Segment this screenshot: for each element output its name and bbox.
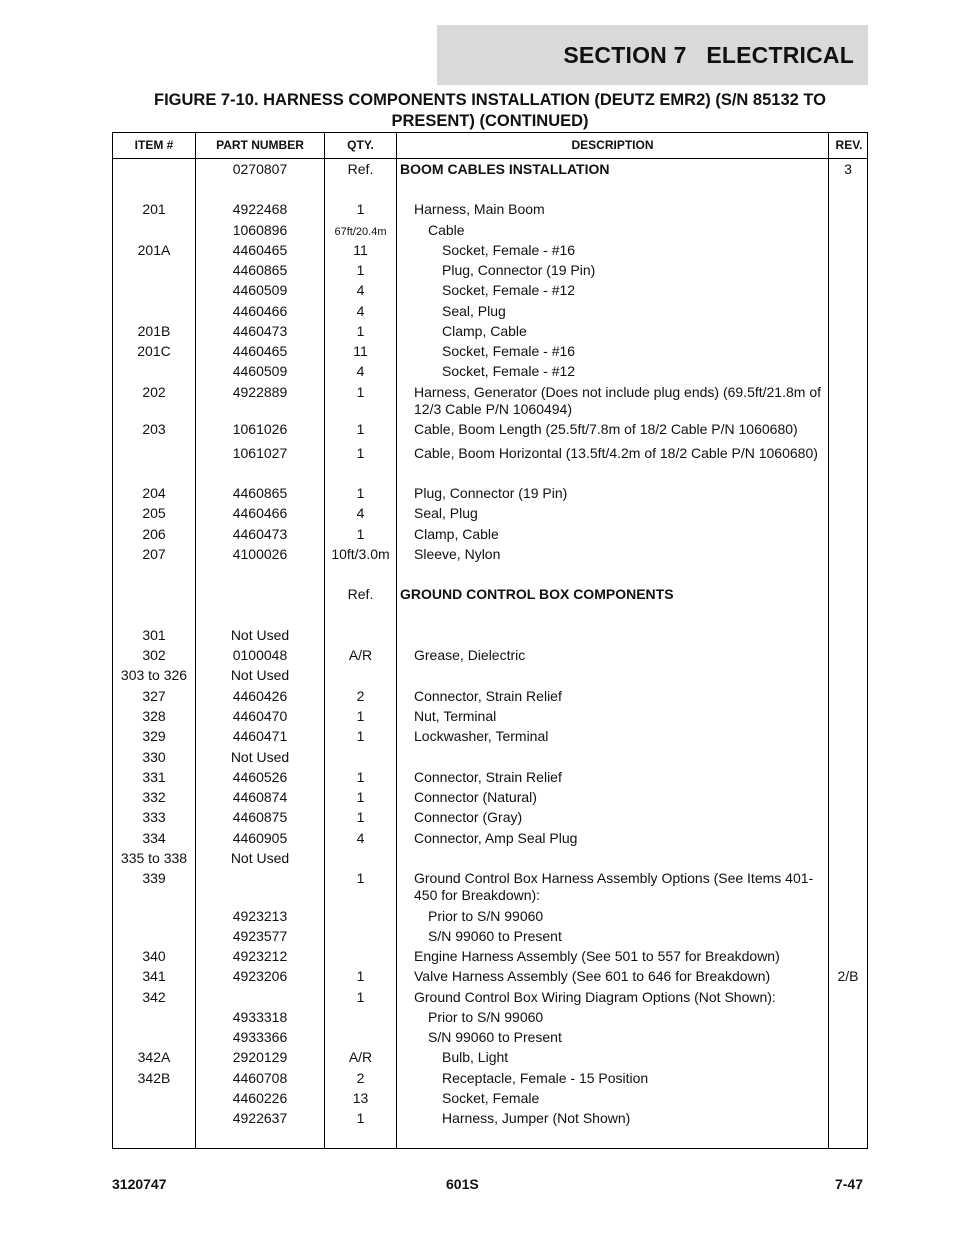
figure-title: FIGURE 7-10. HARNESS COMPONENTS INSTALLATION (DEUTZ EMR2) (S/N 85132 TO PRESENT) (CONTINUED)	[154, 91, 826, 130]
description-cell: Clamp, Cable	[442, 323, 527, 339]
description-cell: Plug, Connector (19 Pin)	[442, 262, 596, 278]
item-cell: 301	[142, 627, 166, 643]
item-cell: 206	[142, 526, 166, 542]
part-number-cell: 4460471	[232, 728, 288, 744]
part-number-cell: 4460905	[232, 830, 288, 846]
item-cell: 328	[142, 708, 166, 724]
item-cell: 334	[142, 830, 166, 846]
part-number-cell: 0100048	[232, 647, 288, 663]
rev-cell: 2/B	[837, 968, 859, 984]
qty-cell: 1	[356, 1110, 365, 1126]
description-cell: Socket, Female - #12	[442, 282, 576, 298]
description-cell: Harness, Generator (Does not include plug ends) (69.5ft/21.8m of 12/3 Cable P/N 1060494)	[414, 384, 821, 417]
description-cell: Connector (Gray)	[414, 809, 523, 825]
qty-cell: 67ft/20.4m	[334, 226, 387, 238]
description-cell: Ground Control Box Wiring Diagram Options (Not Shown):	[414, 989, 776, 1005]
column-divider	[828, 133, 829, 1148]
item-cell: 205	[142, 505, 166, 521]
header-qty: QTY.	[347, 138, 374, 152]
item-cell: 201C	[137, 343, 171, 359]
part-number-cell: 4933318	[232, 1009, 288, 1025]
part-number-cell: 4922468	[232, 201, 288, 217]
item-cell: 303 to 326	[120, 667, 188, 683]
description-cell: Cable, Boom Length (25.5ft/7.8m of 18/2 Cable P/N 1060680)	[414, 421, 798, 437]
part-number-cell: 4460874	[232, 789, 288, 805]
qty-cell: 11	[353, 343, 368, 359]
qty-cell: 1	[356, 201, 365, 217]
description-cell: GROUND CONTROL BOX COMPONENTS	[400, 586, 674, 602]
header-part-number: PART NUMBER	[216, 138, 304, 152]
description-cell: Connector, Strain Relief	[414, 688, 562, 704]
item-cell: 342A	[137, 1049, 171, 1065]
item-cell: 302	[142, 647, 166, 663]
item-cell: 342B	[137, 1070, 171, 1086]
part-number-cell: 4460426	[232, 688, 288, 704]
part-number-cell: 4923577	[232, 928, 288, 944]
item-cell: 207	[142, 546, 166, 562]
description-cell: Cable, Boom Horizontal (13.5ft/4.2m of 18/2 Cable P/N 1060680)	[414, 445, 818, 461]
qty-cell: 1	[356, 485, 365, 501]
qty-cell: 4	[356, 363, 365, 379]
part-number-cell: Not Used	[230, 627, 290, 643]
qty-cell: 1	[356, 769, 365, 785]
part-number-cell: 4460708	[232, 1070, 288, 1086]
part-number-cell: Not Used	[230, 749, 290, 765]
part-number-cell: 4460465	[232, 343, 288, 359]
qty-cell: 2	[356, 688, 365, 704]
qty-cell: 1	[356, 708, 365, 724]
item-cell: 332	[142, 789, 166, 805]
part-number-cell: 1060896	[232, 222, 288, 238]
item-cell: 204	[142, 485, 166, 501]
qty-cell: 11	[353, 242, 368, 258]
part-number-cell: 4922889	[232, 384, 288, 400]
item-cell: 335 to 338	[120, 850, 188, 866]
part-number-cell: 4923212	[232, 948, 288, 964]
part-number-cell: 4460865	[232, 262, 288, 278]
description-cell: Harness, Jumper (Not Shown)	[442, 1110, 631, 1126]
header-divider	[113, 158, 867, 159]
description-cell: Bulb, Light	[442, 1049, 509, 1065]
part-number-cell: 4460465	[232, 242, 288, 258]
qty-cell: Ref.	[347, 161, 374, 177]
qty-cell: 1	[356, 789, 365, 805]
description-cell: BOOM CABLES INSTALLATION	[400, 161, 610, 177]
description-cell: Socket, Female	[442, 1090, 540, 1106]
item-cell: 327	[142, 688, 166, 704]
description-cell: Socket, Female - #16	[442, 343, 576, 359]
qty-cell: 1	[356, 421, 365, 437]
item-cell: 339	[142, 870, 166, 886]
qty-cell: 1	[356, 728, 365, 744]
qty-cell: 2	[356, 1070, 365, 1086]
part-number-cell: 4460865	[232, 485, 288, 501]
qty-cell: 4	[356, 282, 365, 298]
part-number-cell: 4460473	[232, 526, 288, 542]
item-cell: 203	[142, 421, 166, 437]
description-cell: S/N 99060 to Present	[428, 928, 562, 944]
qty-cell: 10ft/3.0m	[331, 546, 390, 562]
item-cell: 333	[142, 809, 166, 825]
part-number-cell: 4460526	[232, 769, 288, 785]
description-cell: Sleeve, Nylon	[414, 546, 501, 562]
item-cell: 340	[142, 948, 166, 964]
footer-page-number: 7-47	[834, 1176, 863, 1192]
description-cell: Prior to S/N 99060	[428, 1009, 544, 1025]
part-number-cell: 4933366	[232, 1029, 288, 1045]
qty-cell: 13	[352, 1090, 369, 1106]
part-number-cell: 4460470	[232, 708, 288, 724]
description-cell: Nut, Terminal	[414, 708, 497, 724]
description-cell: S/N 99060 to Present	[428, 1029, 562, 1045]
qty-cell: 4	[356, 303, 365, 319]
part-number-cell: 4460466	[232, 505, 288, 521]
part-number-cell: 1061026	[232, 421, 288, 437]
header-description: DESCRIPTION	[571, 138, 654, 152]
item-cell: 202	[142, 384, 166, 400]
part-number-cell: 4922637	[232, 1110, 288, 1126]
rev-cell: 3	[844, 161, 852, 177]
part-number-cell: Not Used	[230, 667, 290, 683]
part-number-cell: 2920129	[232, 1049, 288, 1065]
item-cell: 201B	[137, 323, 171, 339]
part-number-cell: 4460226	[232, 1090, 288, 1106]
description-cell: Ground Control Box Harness Assembly Options (See Items 401-450 for Breakdown):	[414, 870, 814, 903]
description-cell: Engine Harness Assembly (See 501 to 557 for Breakdown)	[414, 948, 780, 964]
description-cell: Cable	[428, 222, 465, 238]
item-cell: 330	[142, 749, 166, 765]
qty-cell: 1	[356, 323, 365, 339]
item-cell: 201A	[137, 242, 171, 258]
item-cell: 341	[142, 968, 166, 984]
description-cell: Plug, Connector (19 Pin)	[414, 485, 568, 501]
section-title: SECTION 7 ELECTRICAL	[563, 42, 854, 68]
qty-cell: 1	[356, 989, 365, 1005]
item-cell: 329	[142, 728, 166, 744]
description-cell: Valve Harness Assembly (See 601 to 646 for Breakdown)	[414, 968, 771, 984]
description-cell: Receptacle, Female - 15 Position	[442, 1070, 649, 1086]
qty-cell: 4	[356, 830, 365, 846]
part-number-cell: 1061027	[232, 445, 288, 461]
part-number-cell: 4460875	[232, 809, 288, 825]
description-cell: Seal, Plug	[414, 505, 478, 521]
qty-cell: 1	[356, 809, 365, 825]
description-cell: Prior to S/N 99060	[428, 908, 544, 924]
parts-table	[112, 132, 868, 1149]
qty-cell: 1	[356, 870, 365, 886]
section-header	[437, 25, 868, 85]
part-number-cell: 0270807	[232, 161, 288, 177]
part-number-cell: 4460473	[232, 323, 288, 339]
qty-cell: 1	[356, 968, 365, 984]
qty-cell: A/R	[348, 1049, 373, 1065]
part-number-cell: 4460466	[232, 303, 288, 319]
item-cell: 331	[142, 769, 166, 785]
part-number-cell: 4100026	[232, 546, 288, 562]
description-cell: Connector (Natural)	[414, 789, 537, 805]
qty-cell: 1	[356, 526, 365, 542]
part-number-cell: 4923206	[232, 968, 288, 984]
part-number-cell: 4923213	[232, 908, 288, 924]
description-cell: Socket, Female - #16	[442, 242, 576, 258]
header-rev: REV.	[835, 138, 863, 152]
qty-cell: 1	[356, 384, 365, 400]
item-cell: 342	[142, 989, 166, 1005]
qty-cell: A/R	[348, 647, 373, 663]
part-number-cell: Not Used	[230, 850, 290, 866]
footer-doc-number: 3120747	[112, 1176, 167, 1192]
item-cell: 201	[142, 201, 166, 217]
qty-cell: 1	[356, 445, 365, 461]
description-cell: Socket, Female - #12	[442, 363, 576, 379]
qty-cell: Ref.	[347, 586, 374, 602]
description-cell: Lockwasher, Terminal	[414, 728, 549, 744]
qty-cell: 4	[356, 505, 365, 521]
description-cell: Seal, Plug	[442, 303, 506, 319]
qty-cell: 1	[356, 262, 365, 278]
description-cell: Grease, Dielectric	[414, 647, 526, 663]
description-cell: Clamp, Cable	[414, 526, 499, 542]
part-number-cell: 4460509	[232, 282, 288, 298]
part-number-cell: 4460509	[232, 363, 288, 379]
footer-model: 601S	[446, 1176, 479, 1192]
header-item: ITEM #	[134, 138, 174, 152]
description-cell: Harness, Main Boom	[414, 201, 545, 217]
description-cell: Connector, Strain Relief	[414, 769, 562, 785]
description-cell: Connector, Amp Seal Plug	[414, 830, 578, 846]
